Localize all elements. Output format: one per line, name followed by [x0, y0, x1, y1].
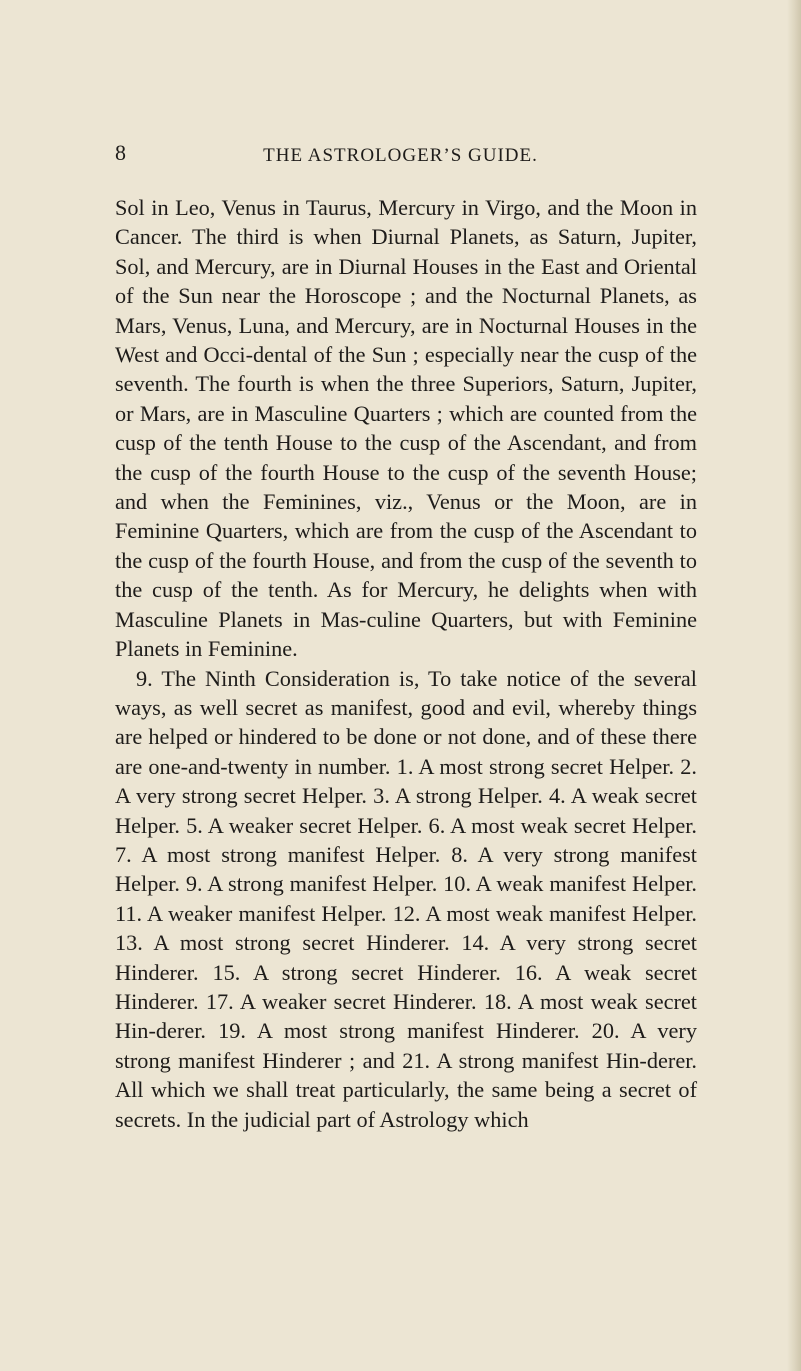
page-number: 8 [115, 140, 126, 165]
running-head: THE ASTROLOGER’S GUIDE. [263, 145, 538, 166]
page-body [115, 193, 697, 1134]
page-edge-shadow [787, 0, 801, 1371]
paragraph-ninth-consideration: 9. The Ninth Consideration is, To take notice of the several ways, as well secret as manifest, good and evil, whereby things are helped or hindered to be done or not done, and of these there are one-and-twenty in number. 1. A most strong secret Helper. 2. A very strong secret Helper. 3. A strong Helper. 4. A weak secret Helper. 5. A weaker secret Helper. 6. A most weak secret Helper. 7. A most strong manifest Helper. 8. A very strong manifest Helper. 9. A strong manifest Helper. 10. A weak manifest Helper. 11. A weaker manifest Helper. 12. A most weak manifest Helper. 13. A most strong secret Hinderer. 14. A very strong secret Hinderer. 15. A strong secret Hinderer. 16. A weak secret Hinderer. 17. A weaker secret Hinderer. 18. A most weak secret Hin-derer. 19. A most strong manifest Hinderer. 20. A very strong manifest Hinderer ; and 21. A strong manifest Hin-derer. All which we shall treat particularly, the same being a secret of secrets. In the judicial part of Astrology which [115, 665, 697, 1132]
paragraph-continuation: Sol in Leo, Venus in Taurus, Mercury in Virgo, and the Moon in Cancer. The third is when Diurnal Planets, as Saturn, Jupiter, Sol, and Mercury, are in Diurnal Houses in the East and Oriental of the Sun near the Horoscope ; and the Nocturnal Planets, as Mars, Venus, Luna, and Mercury, are in Nocturnal Houses in the West and Occi-dental of the Sun ; especially near the cusp of the seventh. The fourth is when the three Superiors, Saturn, Jupiter, or Mars, are in Masculine Quarters ; which are counted from the cusp of the tenth House to the cusp of the Ascendant, and from the cusp of the fourth House to the cusp of the seventh House; and when the Feminines, viz., Venus or the Moon, are in Feminine Quarters, which are from the cusp of the Ascendant to the cusp of the fourth House, and from the cusp of the seventh to the cusp of the tenth. As for Mercury, he delights when with Masculine Planets in Mas-culine Quarters, but with Feminine Planets in Feminine. [115, 195, 697, 662]
